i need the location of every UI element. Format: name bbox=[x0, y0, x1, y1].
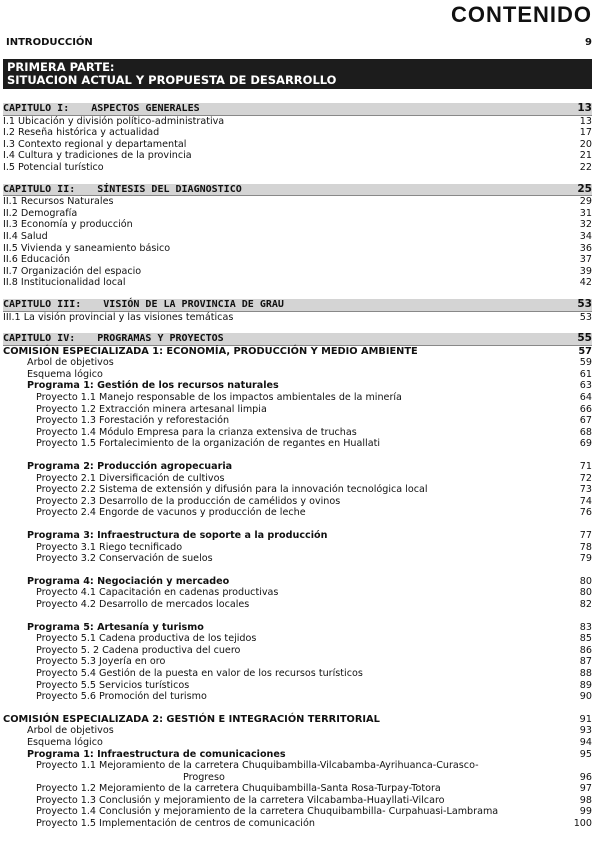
entry-label: Proyecto 2.3 Desarrollo de la producción de camélidos y ovinos bbox=[36, 495, 341, 507]
entry-label: Programa 1: Gestión de los recursos naturales bbox=[27, 380, 279, 392]
toc-entry[interactable] bbox=[3, 127, 592, 139]
entry-label: II.6 Educación bbox=[3, 254, 71, 266]
entry-page: 61 bbox=[579, 368, 592, 380]
entry-page: 67 bbox=[579, 415, 592, 427]
entry-label: Proyecto 1.5 Implementación de centros de comunicación bbox=[36, 818, 315, 830]
entry-page: 32 bbox=[579, 219, 592, 231]
project-entry[interactable] bbox=[3, 760, 592, 772]
entry-label: II.1 Recursos Naturales bbox=[3, 196, 114, 208]
entry-page: 57 bbox=[578, 345, 592, 357]
entry-label: COMISIÓN ESPECIALIZADA 2: GESTIÓN E INTEGRACIÓN TERRITORIAL bbox=[3, 713, 380, 725]
project-entry[interactable] bbox=[3, 599, 592, 611]
project-entry[interactable] bbox=[3, 633, 592, 645]
entry-page: 64 bbox=[579, 392, 592, 404]
entry-page: 36 bbox=[579, 242, 592, 254]
commission-heading[interactable] bbox=[3, 346, 592, 358]
project-entry[interactable] bbox=[3, 473, 592, 485]
program-heading[interactable] bbox=[3, 576, 592, 588]
toc-entry[interactable] bbox=[3, 357, 592, 369]
table-of-contents bbox=[3, 100, 592, 830]
project-entry-continuation[interactable] bbox=[3, 772, 592, 784]
project-entry[interactable] bbox=[3, 691, 592, 703]
entry-page: 82 bbox=[579, 598, 592, 610]
chapter-title: VISIÓN DE LA PROVINCIA DE GRAU bbox=[103, 298, 284, 310]
toc-entry[interactable] bbox=[3, 737, 592, 749]
entry-label: I.4 Cultura y tradiciones de la provincia bbox=[3, 150, 192, 162]
entry-label: II.8 Institucionalidad local bbox=[3, 277, 126, 289]
commission-heading[interactable] bbox=[3, 714, 592, 726]
toc-entry[interactable] bbox=[3, 266, 592, 278]
chapter-title: SÍNTESIS DEL DIAGNOSTICO bbox=[97, 183, 242, 195]
program-heading[interactable] bbox=[3, 622, 592, 634]
entry-label: Arbol de objetivos bbox=[27, 725, 114, 737]
entry-page: 97 bbox=[579, 783, 592, 795]
project-entry[interactable] bbox=[3, 542, 592, 554]
entry-page: 17 bbox=[579, 127, 592, 139]
entry-page: 39 bbox=[579, 265, 592, 277]
part-title: SITUACION ACTUAL Y PROPUESTA DE DESARROLLO bbox=[7, 73, 337, 87]
chapter-heading[interactable] bbox=[3, 103, 592, 116]
toc-entry[interactable] bbox=[3, 116, 592, 128]
entry-label: Proyecto 5.6 Promoción del turismo bbox=[36, 691, 207, 703]
entry-label: III.1 La visión provincial y las visiones temáticas bbox=[3, 311, 234, 323]
program-heading[interactable] bbox=[3, 530, 592, 542]
chapter-title: PROGRAMAS Y PROYECTOS bbox=[97, 333, 224, 345]
entry-label: Programa 2: Producción agropecuaria bbox=[27, 461, 233, 473]
entry-label: Progreso bbox=[183, 771, 225, 783]
toc-entry[interactable] bbox=[3, 312, 592, 324]
entry-page: 94 bbox=[579, 736, 592, 748]
entry-page: 72 bbox=[579, 472, 592, 484]
chapter-heading[interactable] bbox=[3, 333, 592, 346]
entry-page: 74 bbox=[579, 495, 592, 507]
chapter-title: ASPECTOS GENERALES bbox=[91, 103, 200, 114]
entry-label: II.7 Organización del espacio bbox=[3, 265, 142, 277]
entry-label: II.3 Economía y producción bbox=[3, 219, 133, 231]
entry-page: 25 bbox=[577, 182, 592, 195]
entry-label: Proyecto 3.1 Riego tecnificado bbox=[36, 541, 183, 553]
entry-label: Programa 3: Infraestructura de soporte a la producción bbox=[27, 530, 328, 541]
project-entry[interactable] bbox=[3, 680, 592, 692]
toc-entry[interactable] bbox=[3, 725, 592, 737]
entry-label: Proyecto 1.2 Extracción minera artesanal limpia bbox=[36, 403, 267, 415]
entry-label: COMISIÓN ESPECIALIZADA 1: ECONOMÍA, PRODUCCIÓN Y MEDIO AMBIENTE bbox=[3, 345, 418, 357]
entry-page: 13 bbox=[579, 115, 592, 127]
entry-page: 89 bbox=[579, 679, 592, 691]
project-entry[interactable] bbox=[3, 427, 592, 439]
entry-label: Proyecto 2.1 Diversificación de cultivos bbox=[36, 472, 225, 484]
toc-entry[interactable] bbox=[3, 369, 592, 381]
entry-page: 77 bbox=[579, 530, 592, 541]
entry-label: INTRODUCCIÓN bbox=[6, 37, 93, 48]
entry-label: Proyecto 1.3 Forestación y reforestación bbox=[36, 415, 230, 427]
entry-page: 93 bbox=[579, 725, 592, 737]
entry-label: Proyecto 5. 2 Cadena productiva del cuero bbox=[36, 644, 241, 656]
entry-page: 55 bbox=[577, 332, 592, 345]
entry-page: 87 bbox=[579, 656, 592, 668]
project-entry[interactable] bbox=[3, 507, 592, 519]
entry-page: 80 bbox=[579, 575, 592, 587]
entry-label: I.1 Ubicación y división político-administrativa bbox=[3, 115, 225, 127]
entry-page: 90 bbox=[579, 691, 592, 703]
program-heading[interactable] bbox=[3, 461, 592, 473]
entry-page: 20 bbox=[579, 138, 592, 150]
toc-entry[interactable] bbox=[3, 277, 592, 289]
entry-label: Programa 4: Negociación y mercadeo bbox=[27, 575, 230, 587]
entry-label: Proyecto 3.2 Conservación de suelos bbox=[36, 553, 213, 565]
part-label: PRIMERA PARTE: bbox=[7, 60, 115, 74]
entry-page: 9 bbox=[585, 37, 592, 48]
entry-label: Programa 1: Infraestructura de comunicaciones bbox=[27, 748, 286, 760]
entry-page: 73 bbox=[579, 484, 592, 496]
toc-entry[interactable] bbox=[3, 162, 592, 174]
toc-entry[interactable] bbox=[3, 231, 592, 243]
entry-label: Proyecto 1.3 Conclusión y mejoramiento de la carretera Vilcabamba-Huayllati-Vilcaro bbox=[36, 794, 445, 806]
entry-label: Proyecto 5.5 Servicios turísticos bbox=[36, 679, 190, 691]
entry-page: 86 bbox=[579, 644, 592, 656]
page-title: CONTENIDO bbox=[451, 2, 592, 27]
toc-entry[interactable] bbox=[3, 254, 592, 266]
entry-page: 68 bbox=[579, 426, 592, 438]
entry-label: Esquema lógico bbox=[27, 368, 103, 380]
entry-page: 85 bbox=[579, 633, 592, 645]
toc-entry[interactable] bbox=[3, 219, 592, 231]
project-entry[interactable] bbox=[3, 404, 592, 416]
entry-page: 83 bbox=[579, 621, 592, 633]
program-heading[interactable] bbox=[3, 380, 592, 392]
entry-label: II.2 Demografía bbox=[3, 207, 78, 219]
entry-page: 91 bbox=[579, 713, 592, 725]
entry-page: 79 bbox=[579, 553, 592, 565]
chapter-label: CAPITULO III: bbox=[3, 298, 82, 310]
project-entry[interactable] bbox=[3, 415, 592, 427]
entry-label: Proyecto 1.4 Conclusión y mejoramiento de la carretera Chuquibambilla- Curpahuasi-Lambrama bbox=[36, 806, 499, 818]
entry-label: Proyecto 2.4 Engorde de vacunos y producción de leche bbox=[36, 507, 306, 519]
entry-label: Proyecto 5.1 Cadena productiva de los tejidos bbox=[36, 633, 257, 645]
entry-page: 76 bbox=[579, 507, 592, 519]
project-entry[interactable] bbox=[3, 392, 592, 404]
project-entry[interactable] bbox=[3, 818, 592, 830]
project-entry[interactable] bbox=[3, 645, 592, 657]
entry-page: 88 bbox=[579, 667, 592, 679]
toc-entry[interactable] bbox=[3, 139, 592, 151]
project-entry[interactable] bbox=[3, 484, 592, 496]
entry-label: Programa 5: Artesanía y turismo bbox=[27, 621, 204, 633]
project-entry[interactable] bbox=[3, 553, 592, 565]
entry-label: Proyecto 2.2 Sistema de extensión y difusión para la innovación tecnológica local bbox=[36, 484, 428, 496]
entry-label: Proyecto 1.4 Módulo Empresa para la crianza extensiva de truchas bbox=[36, 426, 357, 438]
entry-page: 69 bbox=[579, 438, 592, 450]
entry-label: Proyecto 1.2 Mejoramiento de la carretera Chuquibambilla-Santa Rosa-Turpay-Totora bbox=[36, 783, 441, 795]
entry-page: 53 bbox=[579, 311, 592, 323]
toc-entry[interactable] bbox=[3, 196, 592, 208]
part-heading bbox=[3, 59, 592, 89]
toc-entry[interactable] bbox=[3, 208, 592, 220]
project-entry[interactable] bbox=[3, 587, 592, 599]
entry-label: Proyecto 4.2 Desarrollo de mercados locales bbox=[36, 598, 250, 610]
entry-page: 22 bbox=[579, 161, 592, 173]
toc-entry-introduction[interactable] bbox=[6, 37, 592, 48]
project-entry[interactable] bbox=[3, 496, 592, 508]
entry-label: Proyecto 4.1 Capacitación en cadenas productivas bbox=[36, 587, 279, 599]
chapter-heading[interactable] bbox=[3, 184, 592, 197]
entry-page: 71 bbox=[579, 461, 592, 473]
toc-entry[interactable] bbox=[3, 150, 592, 162]
entry-page: 53 bbox=[577, 297, 592, 310]
entry-label: II.4 Salud bbox=[3, 230, 48, 242]
entry-page: 34 bbox=[579, 230, 592, 242]
chapter-label: CAPITULO IV: bbox=[3, 333, 76, 345]
entry-label: Proyecto 1.5 Fortalecimiento de la organización de regantes en Huallati bbox=[36, 438, 381, 450]
entry-page: 63 bbox=[579, 380, 592, 392]
entry-label: Proyecto 1.1 Manejo responsable de los impactos ambientales de la minería bbox=[36, 392, 402, 404]
entry-page: 59 bbox=[579, 357, 592, 369]
project-entry[interactable] bbox=[3, 806, 592, 818]
project-entry[interactable] bbox=[3, 668, 592, 680]
project-entry[interactable] bbox=[3, 656, 592, 668]
entry-label: I.5 Potencial turístico bbox=[3, 161, 104, 173]
entry-page: 100 bbox=[573, 818, 592, 830]
entry-page: 66 bbox=[579, 403, 592, 415]
entry-page: 37 bbox=[579, 254, 592, 266]
program-heading[interactable] bbox=[3, 749, 592, 761]
entry-page: 80 bbox=[579, 587, 592, 599]
entry-page: 13 bbox=[577, 102, 592, 114]
project-entry[interactable] bbox=[3, 438, 592, 450]
entry-page: 21 bbox=[579, 150, 592, 162]
toc-entry[interactable] bbox=[3, 243, 592, 255]
project-entry[interactable] bbox=[3, 795, 592, 807]
entry-label: Proyecto 1.1 Mejoramiento de la carretera Chuquibambilla-Vilcabamba-Ayrihuanca-Curasco- bbox=[36, 760, 479, 772]
entry-label: Proyecto 5.3 Joyería en oro bbox=[36, 656, 166, 668]
entry-label: Esquema lógico bbox=[27, 736, 103, 748]
entry-page: 31 bbox=[579, 207, 592, 219]
entry-label: II.5 Vivienda y saneamiento básico bbox=[3, 242, 171, 254]
chapter-label: CAPITULO I: bbox=[3, 103, 70, 114]
entry-page: 98 bbox=[579, 794, 592, 806]
entry-label: I.3 Contexto regional y departamental bbox=[3, 138, 187, 150]
entry-label: I.2 Reseña histórica y actualidad bbox=[3, 127, 160, 139]
entry-label: Arbol de objetivos bbox=[27, 357, 114, 369]
project-entry[interactable] bbox=[3, 783, 592, 795]
entry-page: 99 bbox=[579, 806, 592, 818]
chapter-label: CAPITULO II: bbox=[3, 183, 76, 195]
entry-page: 78 bbox=[579, 541, 592, 553]
entry-page: 96 bbox=[579, 771, 592, 783]
entry-page: 29 bbox=[579, 196, 592, 208]
entry-page: 95 bbox=[579, 748, 592, 760]
chapter-heading[interactable] bbox=[3, 299, 592, 312]
entry-label: Proyecto 5.4 Gestión de la puesta en valor de los recursos turísticos bbox=[36, 667, 363, 679]
entry-page: 42 bbox=[579, 277, 592, 289]
